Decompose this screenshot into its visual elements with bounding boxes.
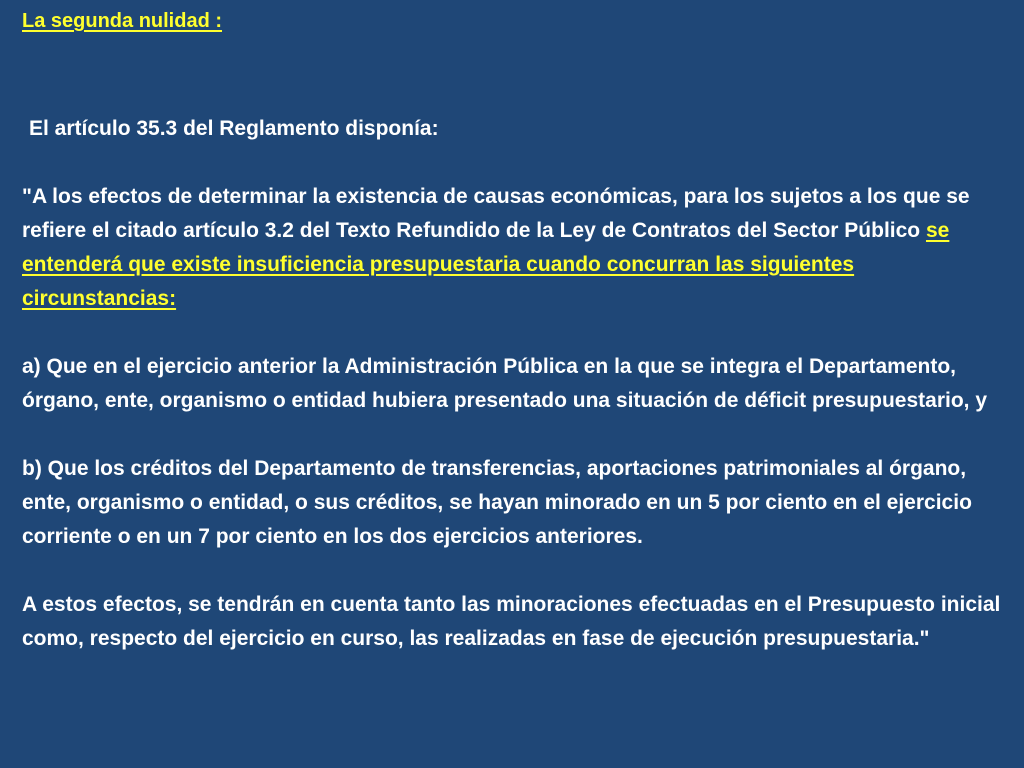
quote-highlight: se entenderá que existe insuficiencia presupuestaria cuando concurran las siguientes circunstancias: (22, 219, 950, 310)
slide-title: La segunda nulidad : (22, 10, 223, 32)
closing-end: ." (913, 627, 930, 650)
spacer (22, 316, 1004, 350)
quote-intro-paragraph (22, 180, 1004, 316)
closing-paragraph (22, 588, 1004, 656)
item-b-paragraph: b) Que los créditos del Departamento de transferencias, aportaciones patrimoniales al órgano, ente, organismo o entidad, o sus créditos, se hayan minorado en un 5 por ciento en el ejercicio corriente o en un 7 por ciento en los dos ejercicios anteriores. (22, 457, 972, 548)
spacer (22, 554, 1004, 588)
spacer (22, 146, 1004, 180)
item-a-paragraph: a) Que en el ejercicio anterior la Administración Pública en la que se integra el Departamento, órgano, ente, organismo o entidad hubiera presentado una situación de déficit presupuestario, y (22, 355, 987, 412)
slide-body (22, 112, 1004, 656)
closing-text: A estos efectos, se tendrán en cuenta tanto las minoraciones efectuadas en el Presupuesto inicial como, respecto del ejercicio en curso, las realizadas en fase de ejecución presupuestaria (22, 593, 1001, 650)
quote-intro-text: "A los efectos de determinar la existencia de causas económicas, para los sujetos a los que se refiere el citado artículo 3.2 del Texto Refundido de la Ley de Contratos del Sector Público (22, 185, 970, 242)
spacer (22, 418, 1004, 452)
article-heading: El artículo 35.3 del Reglamento disponía: (29, 117, 439, 140)
